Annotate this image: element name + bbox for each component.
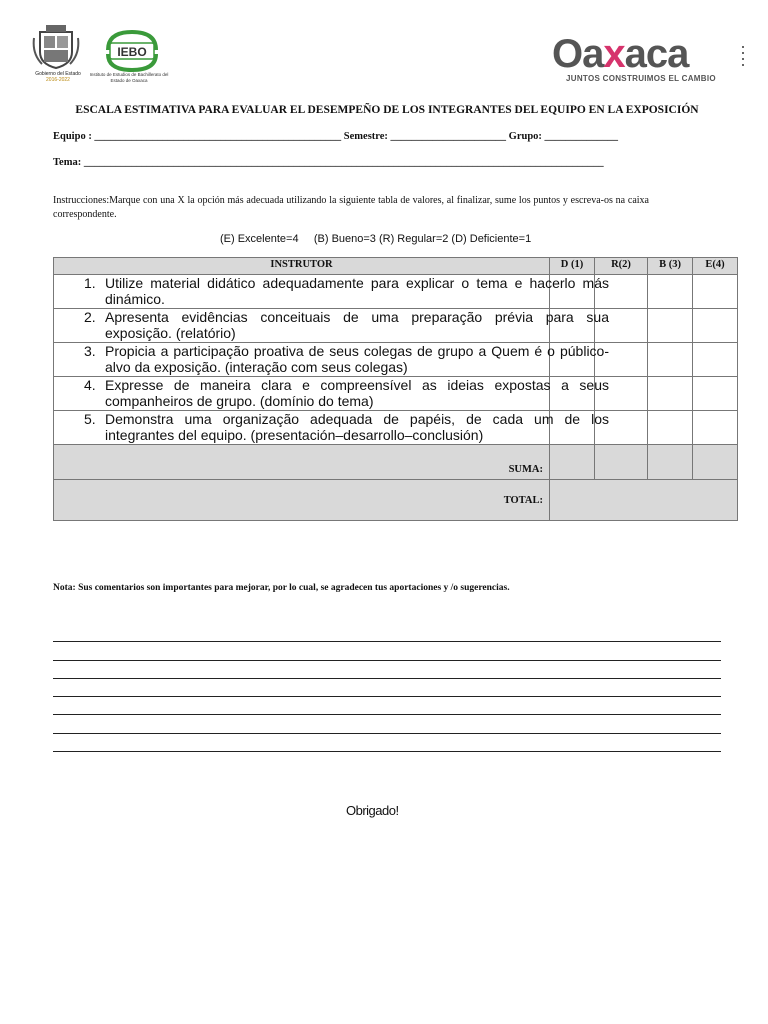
table-row bbox=[54, 377, 738, 411]
table-row bbox=[54, 275, 738, 309]
iebo-logo bbox=[100, 28, 160, 74]
score-cell-e[interactable] bbox=[693, 275, 738, 309]
comment-lines[interactable] bbox=[53, 624, 721, 752]
column-header-instrutor: INSTRUTOR bbox=[54, 258, 550, 275]
column-header-b: B (3) bbox=[648, 258, 693, 275]
iebo-text: IEBO bbox=[117, 45, 147, 59]
criterion-number: 4. bbox=[84, 377, 96, 393]
comment-line[interactable] bbox=[53, 697, 721, 715]
criterion-number: 3. bbox=[84, 343, 96, 359]
criterion-cell bbox=[54, 309, 609, 343]
criterion-number: 1. bbox=[84, 275, 96, 291]
score-cell-e[interactable] bbox=[693, 309, 738, 343]
criterion-text: Utilize material didático adequadamente para explicar o tema e hacerlo más dinámico. bbox=[105, 275, 609, 307]
criterion-cell bbox=[54, 411, 609, 445]
score-cell-b[interactable] bbox=[648, 411, 693, 445]
tema-field[interactable]: Tema: ___________________________________________________________________________________________________ bbox=[53, 157, 604, 168]
score-cell-b[interactable] bbox=[648, 275, 693, 309]
table-row bbox=[54, 411, 738, 445]
score-cell-b[interactable] bbox=[648, 377, 693, 411]
comment-line[interactable] bbox=[53, 679, 721, 697]
criterion-cell bbox=[54, 343, 609, 377]
score-cell-e[interactable] bbox=[693, 377, 738, 411]
criterion-cell bbox=[54, 275, 609, 309]
comment-line[interactable] bbox=[53, 734, 721, 752]
criterion-number: 2. bbox=[84, 309, 96, 325]
table-row bbox=[54, 309, 738, 343]
comment-line[interactable] bbox=[53, 661, 721, 679]
closing-text: Obrigado! bbox=[346, 803, 399, 818]
suma-row bbox=[54, 445, 738, 480]
oaxaca-dots-decoration bbox=[742, 46, 745, 70]
criterion-cell bbox=[54, 377, 609, 411]
suma-label: SUMA: bbox=[54, 445, 550, 480]
suma-cell-b[interactable] bbox=[648, 445, 693, 480]
document-title: ESCALA ESTIMATIVA PARA EVALUAR EL DESEMPEÑO DE LOS INTEGRANTES DEL EQUIPO EN LA EXPOSICIÓN bbox=[75, 104, 699, 116]
criterion-number: 5. bbox=[84, 411, 96, 427]
scale-legend: (E) Excelente=4 (B) Bueno=3 (R) Regular=2 (D) Deficiente=1 bbox=[220, 233, 532, 245]
score-cell-b[interactable] bbox=[648, 343, 693, 377]
suma-cell-d[interactable] bbox=[550, 445, 595, 480]
total-row bbox=[54, 480, 738, 521]
criterion-text: Expresse de maneira clara e compreensível as ideias expostas a seus companheiros de grupo. (domínio do tema) bbox=[105, 377, 609, 409]
column-header-d: D (1) bbox=[550, 258, 595, 275]
equipo-semestre-grupo-fields[interactable]: Equipo : _______________________________________________ Semestre: ______________________ Grupo: ______________ bbox=[53, 131, 619, 142]
criterion-text: Apresenta evidências conceituais de uma preparação prévia para sua exposição. (relatório) bbox=[105, 309, 609, 341]
instructions-text: Instrucciones:Marque con una X la opción más adecuada utilizando la siguiente tabla de valores, al finalizar, sume los puntos y escreva-os na caixa correspondente. bbox=[53, 195, 649, 220]
iebo-caption: Instituto de Estudios de Bachillerato del Estado de Oaxaca bbox=[89, 72, 169, 83]
note-text: Nota: Sus comentarios son importantes para mejorar, por lo cual, se agradecen tus aportaciones y /o sugerencias. bbox=[53, 583, 510, 593]
seal-caption: Gobierno del Estado bbox=[35, 71, 81, 77]
score-cell-e[interactable] bbox=[693, 343, 738, 377]
criterion-text: Demonstra uma organização adequada de papéis, de cada um de los integrantes del equipo. (presentación–desarrollo–conclusión) bbox=[105, 411, 609, 443]
seal-years: 2016-2022 bbox=[46, 77, 70, 83]
oaxaca-wordmark: Oaxaca bbox=[552, 32, 689, 76]
table-row bbox=[54, 343, 738, 377]
comment-line[interactable] bbox=[53, 642, 721, 660]
table-header-row bbox=[54, 258, 738, 275]
column-header-e: E(4) bbox=[693, 258, 738, 275]
comment-line[interactable] bbox=[53, 624, 721, 642]
comment-line[interactable] bbox=[53, 715, 721, 733]
oaxaca-x-mark: x bbox=[603, 32, 625, 76]
suma-cell-e[interactable] bbox=[693, 445, 738, 480]
suma-cell-r[interactable] bbox=[595, 445, 648, 480]
total-cell[interactable] bbox=[550, 480, 738, 521]
evaluation-table bbox=[53, 257, 738, 521]
total-label: TOTAL: bbox=[54, 480, 550, 521]
oaxaca-tagline: JUNTOS CONSTRUIMOS EL CAMBIO bbox=[566, 74, 716, 83]
criterion-text: Propicia a participação proativa de seus colegas de grupo a Quem é o público-alvo da exposição. (interação com seus colegas) bbox=[105, 343, 609, 375]
column-header-r: R(2) bbox=[595, 258, 648, 275]
score-cell-e[interactable] bbox=[693, 411, 738, 445]
score-cell-b[interactable] bbox=[648, 309, 693, 343]
